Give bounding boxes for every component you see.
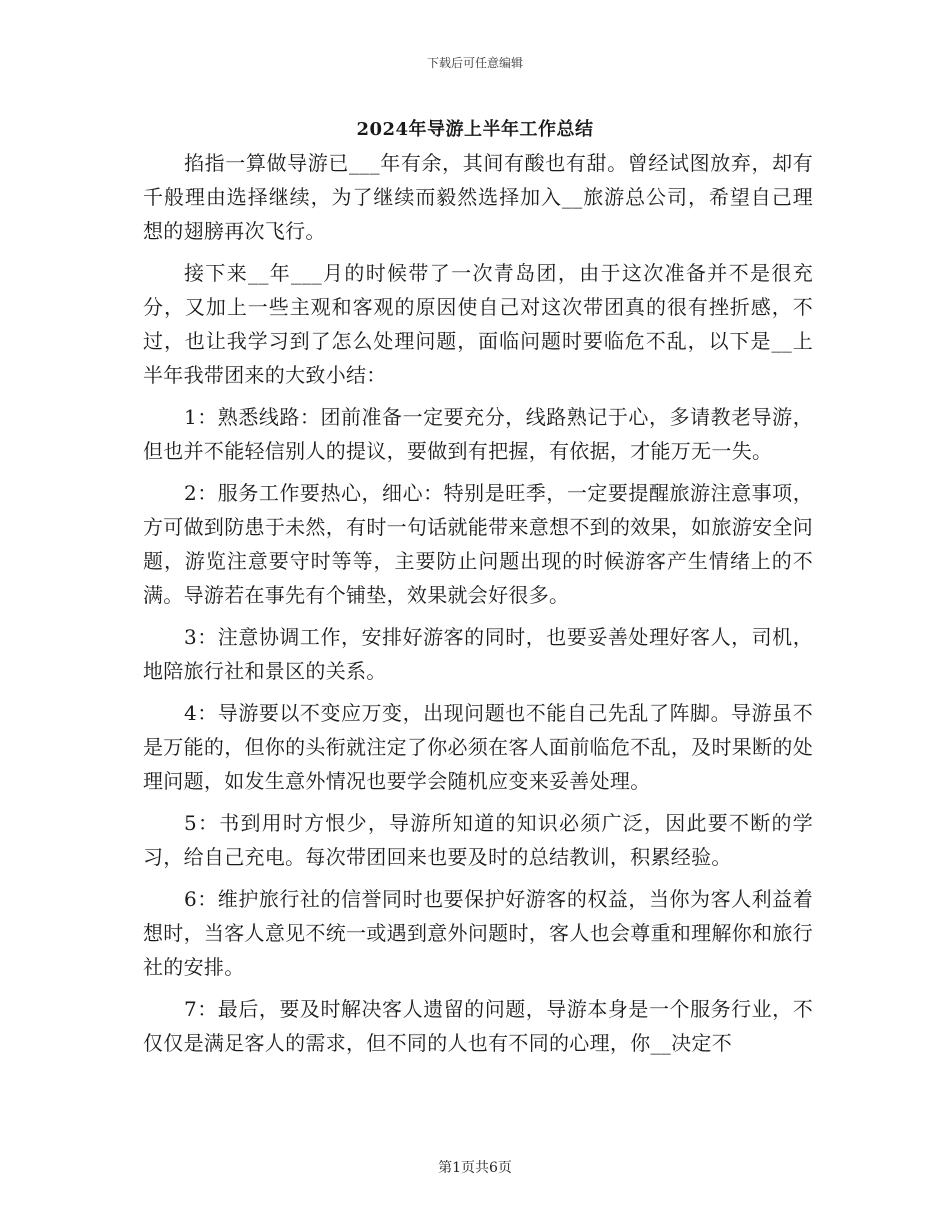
paragraph-qingdao-tour: 接下来__年___月的时候带了一次青岛团，由于这次准备并不是很充分，又加上一些主观和客观的原因使自己对这次带团真的很有挫折感，不过，也让我学习到了怎么处理问题，面临问题时要临危不乱，以下是__上半年我带团来的大致小结： — [143, 261, 813, 387]
paragraph-item-1: 1：熟悉线路：团前准备一定要充分，线路熟记于心，多请教老导游，但也并不能轻信别人的提议，要做到有把握，有依据，才能万无一失。 — [143, 405, 813, 463]
document-title: 2024年导游上半年工作总结 — [356, 119, 594, 140]
paragraph-item-4: 4：导游要以不变应万变，出现问题也不能自己先乱了阵脚。导游虽不是万能的，但你的头衔就注定了你必须在客人面前临危不乱，及时果断的处理问题，如发生意外情况也要学会随机应变来妥善处理。 — [143, 701, 813, 793]
paragraph-intro: 掐指一算做导游已___年有余，其间有酸也有甜。曾经试图放弃，却有千般理由选择继续，为了继续而毅然选择加入__旅游总公司，希望自己理想的翅膀再次飞行。 — [143, 151, 813, 243]
paragraph-item-3: 3：注意协调工作，安排好游客的同时，也要妥善处理好客人，司机，地陪旅行社和景区的关系。 — [143, 625, 813, 683]
paragraph-item-2: 2：服务工作要热心，细心：特别是旺季，一定要提醒旅游注意事项，方可做到防患于未然，有时一句话就能带来意想不到的效果，如旅游安全问题，游览注意要守时等等，主要防止问题出现的时候游客产生情绪上的不满。导游若在事先有个铺垫，效果就会好很多。 — [143, 481, 813, 607]
paragraph-item-5: 5：书到用时方恨少，导游所知道的知识必须广泛，因此要不断的学习，给自己充电。每次带团回来也要及时的总结教训，积累经验。 — [143, 811, 813, 869]
document-body — [143, 146, 813, 1068]
header-note: 下载后可任意编辑 — [426, 56, 523, 70]
paragraph-item-7: 7：最后，要及时解决客人遗留的问题，导游本身是一个服务行业，不仅仅是满足客人的需求，但不同的人也有不同的心理，你__决定不 — [143, 997, 813, 1055]
page-indicator: 第1页共6页 — [438, 1160, 512, 1176]
paragraph-item-6: 6：维护旅行社的信誉同时也要保护好游客的权益，当你为客人利益着想时，当客人意见不统一或遇到意外问题时，客人也会尊重和理解你和旅行社的安排。 — [143, 887, 813, 979]
